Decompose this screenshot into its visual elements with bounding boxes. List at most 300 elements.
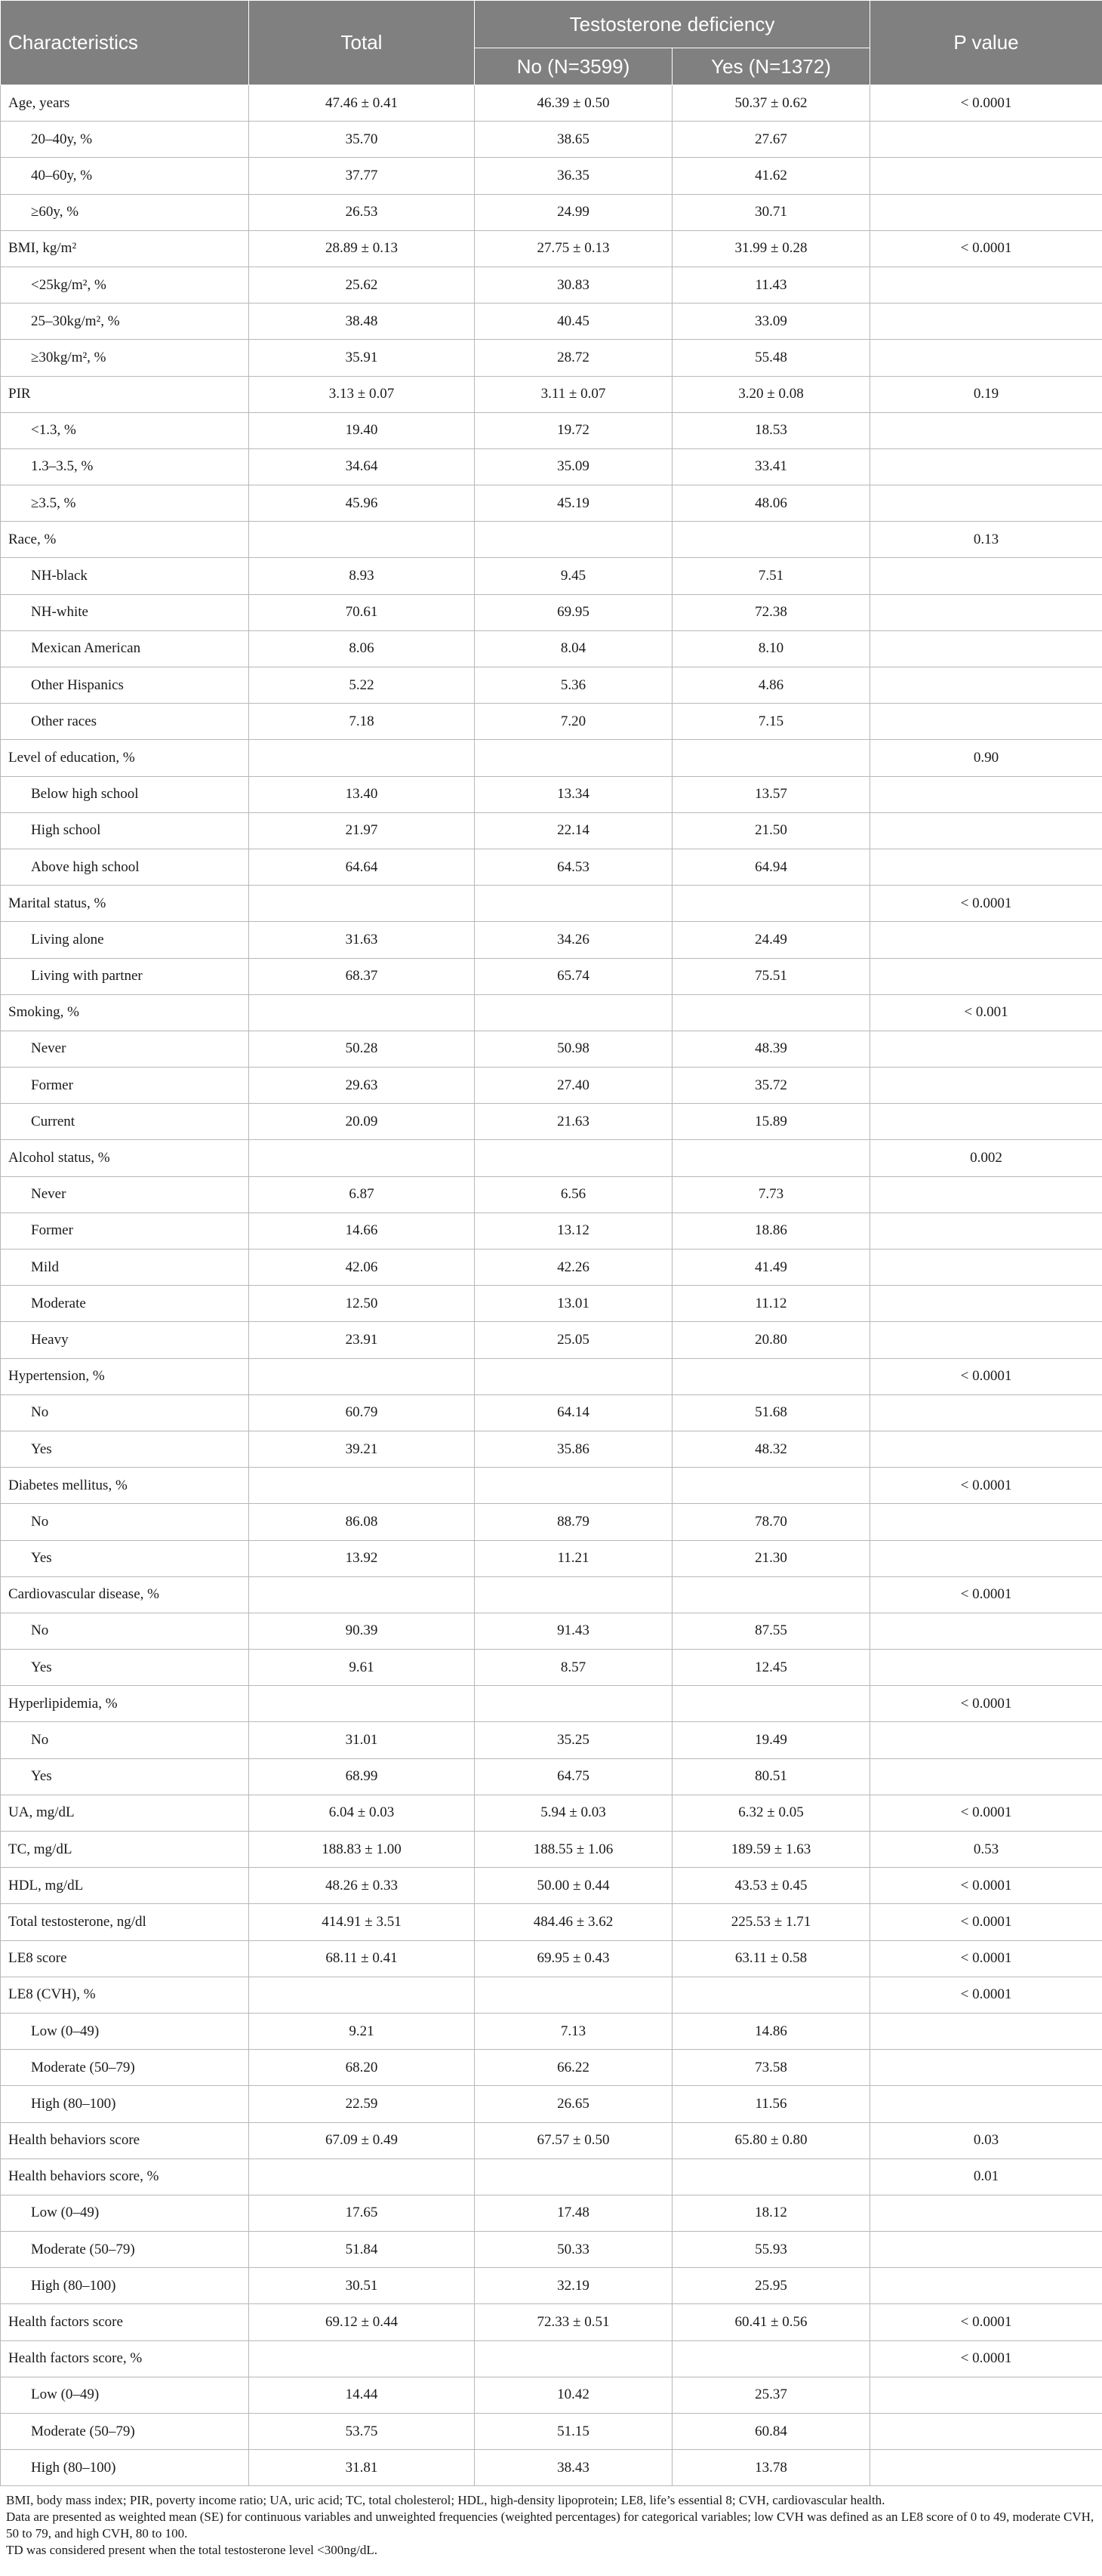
row-label: Former: [1, 1213, 249, 1249]
cell-no: 64.75: [475, 1758, 673, 1795]
cell-no: 64.53: [475, 849, 673, 885]
cell-p-value: 0.002: [870, 1140, 1102, 1176]
table-row: [1, 1104, 1102, 1140]
cell-total: 37.77: [249, 158, 475, 194]
footnote: BMI, body mass index; PIR, poverty income ratio; UA, uric acid; TC, total cholesterol; HDL, high-density lipoprotein; LE8, life’s essential 8; CVH, cardiovascular health.: [6, 2493, 885, 2508]
row-label: Yes: [1, 1650, 249, 1686]
cell-no: 13.01: [475, 1286, 673, 1322]
row-label: Yes: [1, 1540, 249, 1576]
row-label: Alcohol status, %: [1, 1140, 249, 1176]
row-label: ≥3.5, %: [1, 485, 249, 522]
cell-yes: 21.30: [673, 1540, 870, 1576]
row-label: NH-black: [1, 558, 249, 594]
cell-yes: [673, 1977, 870, 2013]
row-label: Health behaviors score, %: [1, 2158, 249, 2195]
cell-no: 5.36: [475, 667, 673, 704]
cell-no: [475, 1977, 673, 2013]
cell-total: 31.63: [249, 922, 475, 958]
cell-no: 40.45: [475, 304, 673, 340]
cell-yes: 55.48: [673, 340, 870, 376]
cell-yes: 63.11 ± 0.58: [673, 1940, 870, 1977]
table-row: [1, 1540, 1102, 1576]
cell-yes: [673, 1686, 870, 1722]
table-row: [1, 776, 1102, 812]
cell-no: 484.46 ± 3.62: [475, 1904, 673, 1940]
cell-total: 26.53: [249, 194, 475, 230]
cell-no: 27.75 ± 0.13: [475, 230, 673, 267]
cell-p-value: [870, 1104, 1102, 1140]
table-row: [1, 2377, 1102, 2413]
cell-yes: 48.32: [673, 1431, 870, 1467]
cell-p-value: < 0.0001: [870, 85, 1102, 122]
cell-total: 188.83 ± 1.00: [249, 1832, 475, 1868]
cell-p-value: < 0.0001: [870, 2304, 1102, 2340]
cell-total: 28.89 ± 0.13: [249, 230, 475, 267]
cell-total: 50.28: [249, 1031, 475, 1067]
cell-p-value: [870, 2268, 1102, 2304]
cell-no: 88.79: [475, 1504, 673, 1540]
cell-yes: 3.20 ± 0.08: [673, 376, 870, 412]
row-label: Race, %: [1, 522, 249, 558]
cell-p-value: [870, 1613, 1102, 1649]
cell-p-value: [870, 2050, 1102, 2086]
col-header-testosterone-deficiency: Testosterone deficiency: [475, 1, 870, 48]
cell-total: 31.81: [249, 2450, 475, 2486]
table-row: [1, 522, 1102, 558]
cell-total: 12.50: [249, 1286, 475, 1322]
cell-p-value: [870, 2013, 1102, 2049]
cell-no: 3.11 ± 0.07: [475, 376, 673, 412]
cell-total: 90.39: [249, 1613, 475, 1649]
row-label: Health behaviors score: [1, 2122, 249, 2158]
row-label: Cardiovascular disease, %: [1, 1576, 249, 1613]
cell-no: 6.56: [475, 1176, 673, 1213]
cell-yes: 189.59 ± 1.63: [673, 1832, 870, 1868]
row-label: Hyperlipidemia, %: [1, 1686, 249, 1722]
cell-p-value: < 0.0001: [870, 1468, 1102, 1504]
cell-total: 47.46 ± 0.41: [249, 85, 475, 122]
cell-total: [249, 1140, 475, 1176]
table-row: [1, 1176, 1102, 1213]
row-label: Yes: [1, 1431, 249, 1467]
cell-p-value: [870, 1650, 1102, 1686]
cell-p-value: [870, 2377, 1102, 2413]
cell-yes: 48.06: [673, 485, 870, 522]
cell-yes: 8.10: [673, 630, 870, 667]
table-row: [1, 558, 1102, 594]
cell-total: 68.20: [249, 2050, 475, 2086]
table-row: [1, 1722, 1102, 1758]
cell-no: 11.21: [475, 1540, 673, 1576]
row-label: Level of education, %: [1, 740, 249, 776]
cell-total: 60.79: [249, 1394, 475, 1431]
cell-p-value: [870, 158, 1102, 194]
cell-yes: 4.86: [673, 667, 870, 704]
cell-total: 9.61: [249, 1650, 475, 1686]
cell-no: [475, 1140, 673, 1176]
cell-yes: 72.38: [673, 594, 870, 630]
cell-p-value: [870, 922, 1102, 958]
row-label: <1.3, %: [1, 412, 249, 448]
cell-total: 53.75: [249, 2414, 475, 2450]
cell-p-value: [870, 267, 1102, 303]
row-label: Age, years: [1, 85, 249, 122]
table-row: [1, 1686, 1102, 1722]
cell-p-value: [870, 2195, 1102, 2231]
cell-total: [249, 1686, 475, 1722]
cell-no: 72.33 ± 0.51: [475, 2304, 673, 2340]
cell-yes: 50.37 ± 0.62: [673, 85, 870, 122]
cell-p-value: [870, 958, 1102, 994]
cell-total: 14.44: [249, 2377, 475, 2413]
row-label: Other Hispanics: [1, 667, 249, 704]
row-label: NH-white: [1, 594, 249, 630]
cell-yes: 24.49: [673, 922, 870, 958]
table-row: [1, 1140, 1102, 1176]
table-body: [1, 85, 1102, 2486]
cell-p-value: [870, 776, 1102, 812]
row-label: Yes: [1, 1758, 249, 1795]
cell-p-value: [870, 1322, 1102, 1358]
cell-yes: 73.58: [673, 2050, 870, 2086]
cell-p-value: [870, 1431, 1102, 1467]
cell-no: 91.43: [475, 1613, 673, 1649]
footnote: TD was considered present when the total testosterone level <300ng/dL.: [6, 2543, 378, 2558]
cell-p-value: [870, 704, 1102, 740]
table-row: [1, 2304, 1102, 2340]
cell-total: [249, 522, 475, 558]
cell-no: 8.04: [475, 630, 673, 667]
cell-total: [249, 2158, 475, 2195]
cell-total: 70.61: [249, 594, 475, 630]
cell-no: 5.94 ± 0.03: [475, 1795, 673, 1831]
table-row: [1, 1832, 1102, 1868]
cell-p-value: < 0.0001: [870, 1358, 1102, 1394]
cell-p-value: [870, 1031, 1102, 1067]
cell-yes: 225.53 ± 1.71: [673, 1904, 870, 1940]
cell-yes: 51.68: [673, 1394, 870, 1431]
cell-total: 35.91: [249, 340, 475, 376]
table-row: [1, 2450, 1102, 2486]
cell-p-value: [870, 2414, 1102, 2450]
cell-no: [475, 2340, 673, 2377]
cell-yes: 30.71: [673, 194, 870, 230]
row-label: Low (0–49): [1, 2013, 249, 2049]
row-label: Health factors score: [1, 2304, 249, 2340]
cell-total: 25.62: [249, 267, 475, 303]
row-label: Total testosterone, ng/dl: [1, 1904, 249, 1940]
table-row: [1, 849, 1102, 885]
cell-yes: 33.09: [673, 304, 870, 340]
cell-yes: 11.12: [673, 1286, 870, 1322]
cell-p-value: [870, 1540, 1102, 1576]
cell-total: 8.06: [249, 630, 475, 667]
table-row: [1, 2013, 1102, 2049]
cell-no: 26.65: [475, 2086, 673, 2122]
cell-p-value: < 0.0001: [870, 230, 1102, 267]
table-row: [1, 376, 1102, 412]
cell-total: 22.59: [249, 2086, 475, 2122]
cell-p-value: < 0.0001: [870, 1977, 1102, 2013]
cell-p-value: [870, 1286, 1102, 1322]
table-row: [1, 2414, 1102, 2450]
cell-no: [475, 740, 673, 776]
row-label: Living with partner: [1, 958, 249, 994]
table-row: [1, 304, 1102, 340]
row-label: 25–30kg/m², %: [1, 304, 249, 340]
cell-yes: 19.49: [673, 1722, 870, 1758]
cell-yes: [673, 1140, 870, 1176]
cell-yes: 11.56: [673, 2086, 870, 2122]
cell-no: 34.26: [475, 922, 673, 958]
cell-p-value: 0.13: [870, 522, 1102, 558]
row-label: High (80–100): [1, 2268, 249, 2304]
cell-no: 35.09: [475, 448, 673, 485]
cell-no: 69.95 ± 0.43: [475, 1940, 673, 1977]
cell-total: 68.11 ± 0.41: [249, 1940, 475, 1977]
table-row: [1, 2086, 1102, 2122]
cell-yes: 80.51: [673, 1758, 870, 1795]
row-label: Current: [1, 1104, 249, 1140]
table-row: [1, 922, 1102, 958]
cell-no: 28.72: [475, 340, 673, 376]
cell-p-value: < 0.001: [870, 994, 1102, 1031]
cell-yes: 13.57: [673, 776, 870, 812]
cell-yes: 11.43: [673, 267, 870, 303]
row-label: Other races: [1, 704, 249, 740]
table-row: [1, 1613, 1102, 1649]
cell-p-value: < 0.0001: [870, 1940, 1102, 1977]
cell-yes: 48.39: [673, 1031, 870, 1067]
cell-yes: [673, 1576, 870, 1613]
table-row: [1, 2158, 1102, 2195]
cell-no: 65.74: [475, 958, 673, 994]
table-row: [1, 958, 1102, 994]
cell-no: [475, 1686, 673, 1722]
cell-yes: [673, 1358, 870, 1394]
cell-p-value: < 0.0001: [870, 2340, 1102, 2377]
row-label: TC, mg/dL: [1, 1832, 249, 1868]
cell-no: [475, 994, 673, 1031]
cell-total: 68.99: [249, 1758, 475, 1795]
cell-total: [249, 886, 475, 922]
table-row: [1, 340, 1102, 376]
table-row: [1, 448, 1102, 485]
row-label: Heavy: [1, 1322, 249, 1358]
row-label: No: [1, 1613, 249, 1649]
cell-p-value: < 0.0001: [870, 1868, 1102, 1904]
cell-yes: 18.12: [673, 2195, 870, 2231]
cell-yes: 12.45: [673, 1650, 870, 1686]
cell-total: 20.09: [249, 1104, 475, 1140]
cell-yes: [673, 2158, 870, 2195]
cell-yes: [673, 886, 870, 922]
cell-p-value: [870, 849, 1102, 885]
cell-p-value: < 0.0001: [870, 886, 1102, 922]
table-row: [1, 2050, 1102, 2086]
row-label: Moderate (50–79): [1, 2414, 249, 2450]
cell-total: [249, 1358, 475, 1394]
cell-total: 23.91: [249, 1322, 475, 1358]
table-row: [1, 1795, 1102, 1831]
cell-no: [475, 886, 673, 922]
cell-yes: 18.86: [673, 1213, 870, 1249]
cell-no: 22.14: [475, 812, 673, 849]
cell-no: 35.25: [475, 1722, 673, 1758]
row-label: <25kg/m², %: [1, 267, 249, 303]
cell-yes: 14.86: [673, 2013, 870, 2049]
cell-no: [475, 522, 673, 558]
cell-no: 13.34: [475, 776, 673, 812]
table-row: [1, 886, 1102, 922]
cell-total: [249, 1468, 475, 1504]
cell-total: 13.40: [249, 776, 475, 812]
row-label: BMI, kg/m²: [1, 230, 249, 267]
cell-total: 13.92: [249, 1540, 475, 1576]
table-row: [1, 2232, 1102, 2268]
cell-total: 48.26 ± 0.33: [249, 1868, 475, 1904]
cell-total: 9.21: [249, 2013, 475, 2049]
table-row: [1, 1431, 1102, 1467]
table-row: [1, 1394, 1102, 1431]
cell-yes: 6.32 ± 0.05: [673, 1795, 870, 1831]
cell-yes: [673, 994, 870, 1031]
cell-no: 10.42: [475, 2377, 673, 2413]
cell-no: 38.65: [475, 122, 673, 158]
cell-no: 7.13: [475, 2013, 673, 2049]
table-row: [1, 594, 1102, 630]
cell-total: 34.64: [249, 448, 475, 485]
table-row: [1, 667, 1102, 704]
cell-no: [475, 1358, 673, 1394]
row-label: UA, mg/dL: [1, 1795, 249, 1831]
cell-p-value: [870, 304, 1102, 340]
cell-total: 5.22: [249, 667, 475, 704]
cell-yes: [673, 2340, 870, 2377]
table-row: [1, 122, 1102, 158]
cell-total: 3.13 ± 0.07: [249, 376, 475, 412]
cell-p-value: [870, 1068, 1102, 1104]
table-row: [1, 1940, 1102, 1977]
cell-total: 29.63: [249, 1068, 475, 1104]
cell-p-value: [870, 2450, 1102, 2486]
row-label: High (80–100): [1, 2086, 249, 2122]
cell-yes: 41.62: [673, 158, 870, 194]
footnote: Data are presented as weighted mean (SE) for continuous variables and unweighted frequencies (weighted percentages) for categorical variables; low CVH was defined as an LE8 score of 0 to 49, moderate CVH, 50 to 79, and high CVH, 80 to 100.: [6, 2510, 1094, 2541]
col-header-p-value: P value: [870, 1, 1102, 85]
cell-yes: [673, 1468, 870, 1504]
row-label: Low (0–49): [1, 2377, 249, 2413]
table-row: [1, 194, 1102, 230]
cell-p-value: 0.03: [870, 2122, 1102, 2158]
footnotes: [0, 2486, 1102, 2559]
cell-no: 36.35: [475, 158, 673, 194]
cell-yes: 7.15: [673, 704, 870, 740]
row-label: No: [1, 1394, 249, 1431]
cell-no: 50.98: [475, 1031, 673, 1067]
cell-total: [249, 994, 475, 1031]
cell-yes: 15.89: [673, 1104, 870, 1140]
cell-p-value: 0.19: [870, 376, 1102, 412]
cell-total: 69.12 ± 0.44: [249, 2304, 475, 2340]
row-label: Marital status, %: [1, 886, 249, 922]
row-label: Diabetes mellitus, %: [1, 1468, 249, 1504]
cell-p-value: < 0.0001: [870, 1795, 1102, 1831]
table-row: [1, 1249, 1102, 1286]
cell-no: 21.63: [475, 1104, 673, 1140]
table-row: [1, 267, 1102, 303]
cell-total: 86.08: [249, 1504, 475, 1540]
cell-total: 30.51: [249, 2268, 475, 2304]
table-row: [1, 230, 1102, 267]
table-row: [1, 1286, 1102, 1322]
row-label: High school: [1, 812, 249, 849]
table-row: [1, 1068, 1102, 1104]
cell-p-value: [870, 1758, 1102, 1795]
cell-total: 45.96: [249, 485, 475, 522]
cell-yes: 87.55: [673, 1613, 870, 1649]
row-label: Low (0–49): [1, 2195, 249, 2231]
cell-p-value: [870, 485, 1102, 522]
row-label: Below high school: [1, 776, 249, 812]
table-row: [1, 2122, 1102, 2158]
cell-yes: 20.80: [673, 1322, 870, 1358]
row-label: HDL, mg/dL: [1, 1868, 249, 1904]
col-header-total: Total: [249, 1, 475, 85]
cell-total: 6.04 ± 0.03: [249, 1795, 475, 1831]
table-row: [1, 1977, 1102, 2013]
cell-p-value: [870, 1213, 1102, 1249]
table-row: [1, 630, 1102, 667]
cell-no: 30.83: [475, 267, 673, 303]
table-row: [1, 704, 1102, 740]
row-label: High (80–100): [1, 2450, 249, 2486]
cell-p-value: < 0.0001: [870, 1686, 1102, 1722]
cell-total: 64.64: [249, 849, 475, 885]
cell-yes: 60.84: [673, 2414, 870, 2450]
table-row: [1, 1468, 1102, 1504]
cell-total: 67.09 ± 0.49: [249, 2122, 475, 2158]
cell-p-value: [870, 630, 1102, 667]
cell-total: 7.18: [249, 704, 475, 740]
cell-p-value: [870, 667, 1102, 704]
row-label: LE8 score: [1, 1940, 249, 1977]
table-row: [1, 1213, 1102, 1249]
cell-no: 64.14: [475, 1394, 673, 1431]
cell-no: 17.48: [475, 2195, 673, 2231]
table-row: [1, 85, 1102, 122]
cell-yes: 7.73: [673, 1176, 870, 1213]
cell-total: 51.84: [249, 2232, 475, 2268]
cell-yes: 13.78: [673, 2450, 870, 2486]
cell-total: [249, 2340, 475, 2377]
row-label: Smoking, %: [1, 994, 249, 1031]
cell-p-value: [870, 1176, 1102, 1213]
cell-p-value: [870, 194, 1102, 230]
cell-p-value: [870, 2232, 1102, 2268]
cell-total: 42.06: [249, 1249, 475, 1286]
table-row: [1, 2340, 1102, 2377]
table-row: [1, 2268, 1102, 2304]
table-row: [1, 1904, 1102, 1940]
row-label: Moderate: [1, 1286, 249, 1322]
cell-yes: 18.53: [673, 412, 870, 448]
cell-no: 188.55 ± 1.06: [475, 1832, 673, 1868]
row-label: 1.3–3.5, %: [1, 448, 249, 485]
cell-no: 7.20: [475, 704, 673, 740]
cell-p-value: [870, 558, 1102, 594]
cell-p-value: [870, 1504, 1102, 1540]
